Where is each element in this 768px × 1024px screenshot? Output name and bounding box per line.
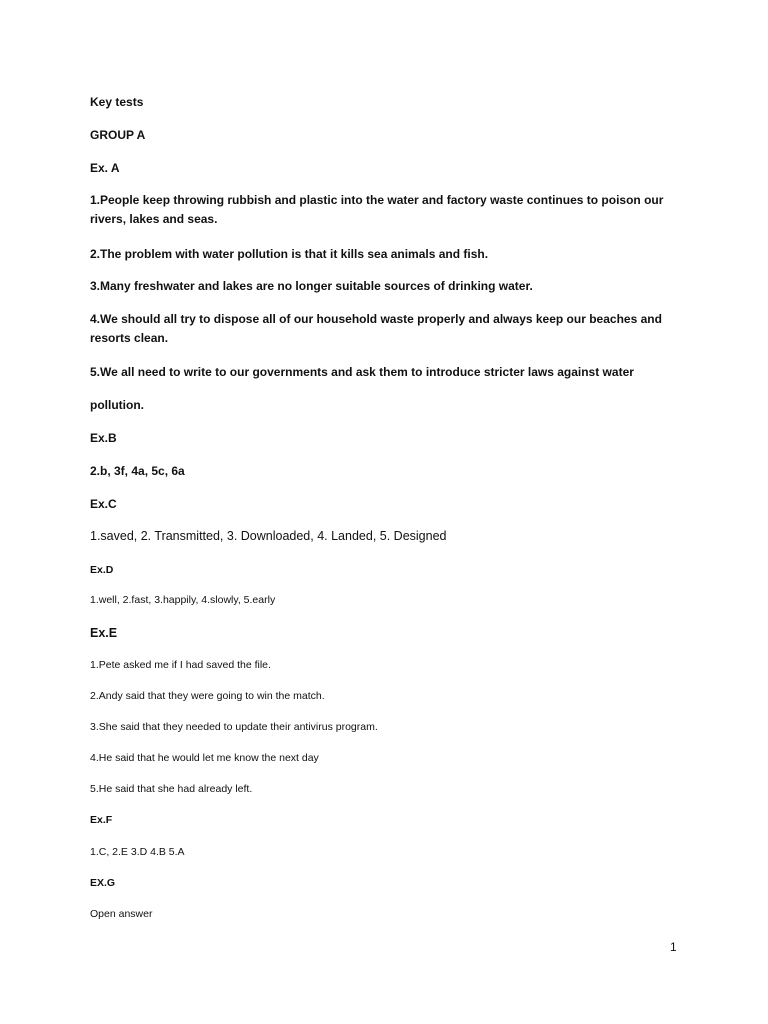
ex-d-heading: Ex.D [90, 564, 114, 576]
ex-a-item-3: 3.Many freshwater and lakes are no longer suitable sources of drinking water. [90, 279, 533, 293]
ex-c-heading: Ex.C [90, 497, 117, 511]
ex-b-heading: Ex.B [90, 431, 117, 445]
ex-a-item-4: 4.We should all try to dispose all of our household waste properly and always keep our beaches and resorts clean. [90, 312, 662, 345]
ex-a-item-5-continuation: pollution. [90, 398, 144, 412]
ex-f-answer: 1.C, 2.E 3.D 4.B 5.A [90, 846, 185, 858]
ex-e-item-2: 2.Andy said that they were going to win the match. [90, 690, 325, 702]
group-heading: GROUP A [90, 128, 146, 142]
document-title: Key tests [90, 95, 144, 109]
ex-a-item-1: 1.People keep throwing rubbish and plastic into the water and factory waste continues to poison our rivers, lakes and seas. [90, 193, 664, 226]
ex-e-item-4: 4.He said that he would let me know the next day [90, 752, 319, 764]
ex-e-item-3: 3.She said that they needed to update their antivirus program. [90, 721, 378, 733]
ex-a-heading: Ex. A [90, 161, 120, 175]
ex-f-heading: Ex.F [90, 814, 113, 826]
ex-b-answer: 2.b, 3f, 4a, 5c, 6a [90, 464, 185, 478]
ex-e-item-5: 5.He said that she had already left. [90, 783, 253, 795]
ex-a-item-2: 2.The problem with water pollution is that it kills sea animals and fish. [90, 247, 489, 261]
page-number: 1 [670, 940, 677, 954]
ex-a-item-5: 5.We all need to write to our governments and ask them to introduce stricter laws against water [90, 365, 634, 379]
ex-d-answer: 1.well, 2.fast, 3.happily, 4.slowly, 5.early [90, 594, 276, 606]
ex-c-answer: 1.saved, 2. Transmitted, 3. Downloaded, 4. Landed, 5. Designed [90, 529, 447, 543]
ex-e-item-1: 1.Pete asked me if I had saved the file. [90, 659, 271, 671]
ex-g-heading: EX.G [90, 877, 116, 889]
ex-g-answer: Open answer [90, 908, 153, 920]
ex-e-heading: Ex.E [90, 626, 118, 640]
